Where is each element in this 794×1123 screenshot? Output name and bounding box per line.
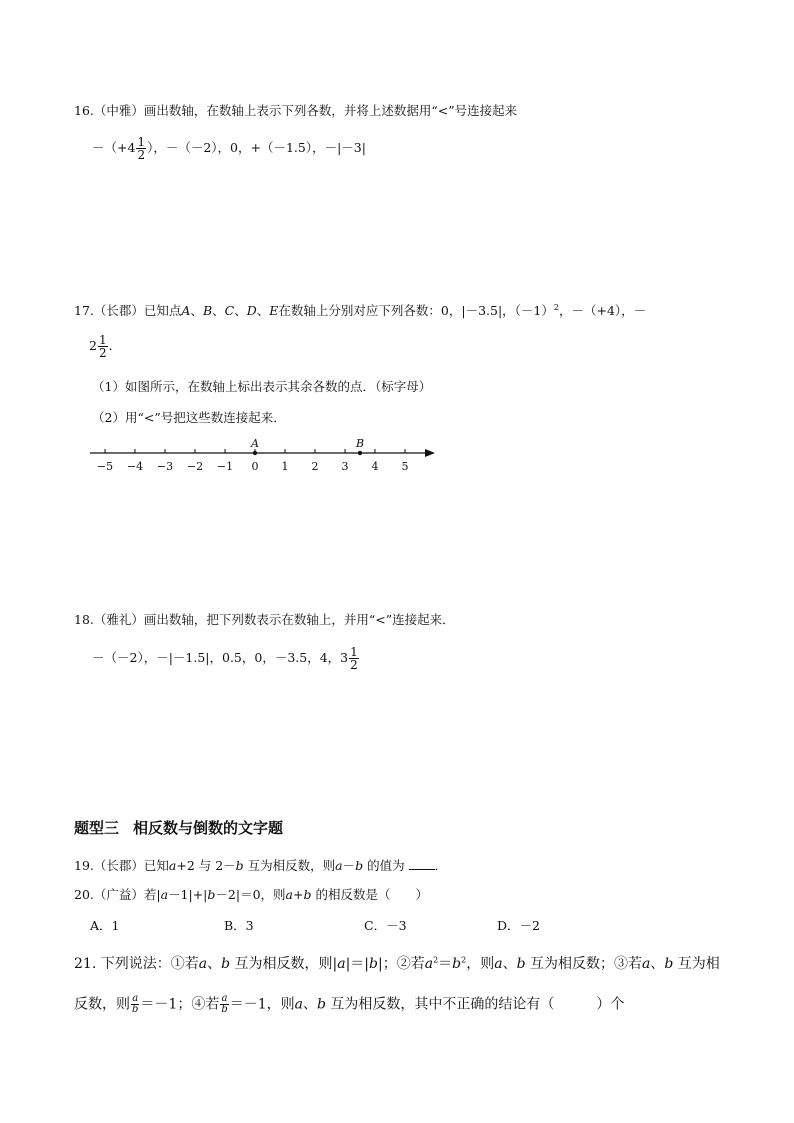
section-heading [74, 817, 283, 838]
q21-exponent: 2 [433, 955, 439, 965]
number-line [80, 430, 450, 480]
q21-text: ＝ [438, 956, 453, 972]
q17-point-e: E [269, 303, 279, 318]
q21-text: 、 [650, 956, 665, 972]
q21-text: ＝－1，则 [229, 996, 295, 1013]
q21-text: 互为相 [673, 956, 720, 972]
axis-tick-label: −4 [126, 460, 144, 473]
axis-point [253, 451, 257, 455]
q17-stem-line2 [89, 334, 121, 359]
q21-text: ＝－1；④若 [140, 996, 220, 1013]
q21-var: b [369, 956, 378, 972]
q20-var-b: b [207, 887, 216, 902]
q21-text: |；②若 [377, 956, 425, 972]
axis-tick-label: 2 [311, 460, 319, 473]
q17-point-a: A [181, 303, 191, 318]
q16-expr-part: ），－（－2），0，+（－1.5），－|－3| [147, 140, 366, 155]
axis-tick-label: 0 [251, 460, 259, 473]
q19-text: ． [434, 858, 448, 873]
q21-text: 互为相反数，则| [230, 956, 338, 972]
axis-arrow [425, 449, 435, 457]
fraction-numerator: 1 [350, 645, 358, 659]
axis-tick-label: 3 [341, 460, 349, 473]
q19-text: － [342, 858, 356, 873]
fraction-numerator: 1 [98, 333, 107, 347]
q17-point-b: B [202, 303, 213, 318]
q19-text: 的值为 [363, 858, 405, 873]
q21-var: b [317, 996, 326, 1013]
q18-expression [92, 646, 360, 671]
fraction-numerator: 1 [137, 135, 146, 149]
q19-stem [74, 857, 447, 875]
q19-var-b: b [355, 858, 364, 873]
q18-fraction [349, 646, 359, 671]
q20-text: 的相反数是（ ） [311, 887, 428, 902]
axis-tick-label: 5 [401, 460, 409, 473]
q21-text: 21. 下列说法：①若 [74, 956, 199, 972]
q17-fraction [98, 334, 108, 359]
section-label: 题型三 [74, 819, 120, 837]
q21-var: a [424, 956, 434, 972]
axis-tick-label: −2 [186, 460, 204, 473]
q21-var: a [337, 956, 346, 972]
fraction-denominator: 2 [137, 148, 146, 162]
q17-text: ，－（+4），－ [558, 303, 647, 318]
q21-text: 互为相反数，其中不正确的结论有（ ）个 [325, 996, 625, 1013]
fraction-numerator: a [221, 993, 228, 1004]
q21-var: b [452, 956, 462, 972]
q21-var: b [664, 956, 674, 972]
q16-fraction [136, 136, 146, 161]
q17-point-c: C [224, 303, 235, 318]
axis-point [358, 451, 362, 455]
axis-tick-label: −3 [156, 460, 174, 473]
q20-var-a: a [160, 887, 169, 902]
q21-text: |＝| [345, 956, 370, 972]
q20-option-d[interactable]: D．－2 [497, 918, 540, 933]
q20-text: －1|+| [168, 887, 208, 902]
q20-option-a[interactable]: A．1 [90, 918, 120, 933]
fraction-denominator: 2 [350, 658, 358, 672]
q21-var: a [642, 956, 651, 972]
q21-var: b [516, 956, 526, 972]
q20-stem [74, 886, 428, 904]
q20-option-b[interactable]: B．3 [224, 918, 254, 933]
q16-expression [92, 136, 366, 161]
q20-var-b: b [303, 887, 312, 902]
q21-var: a [294, 996, 304, 1013]
q17-stem: 17.（长郡）已知点A、B、C、D、E在数轴上分别对应下列各数：0，|－3.5|，$(-1)^2$，－（+4），－ [74, 302, 647, 318]
q20-var-a: a [285, 887, 293, 902]
q21-exponent: 2 [461, 955, 467, 965]
q16-stem: 16.（中雅）画出数轴，在数轴上表示下列各数，并将上述数据用“<”号连接起来 [74, 103, 518, 118]
axis-point-label: A [251, 437, 259, 450]
q19-var-a: a [168, 858, 177, 873]
fraction-denominator: b [132, 1004, 139, 1015]
q19-text: 互为相反数，则 [243, 858, 336, 873]
q21-text: 、 [207, 956, 222, 972]
q19-text: 19.（长郡）已知 [74, 858, 169, 873]
q21-text: ，则 [466, 956, 495, 972]
q17-sub2: （2）用“<”号把这些数连接起来． [92, 410, 286, 425]
q21-var: a [198, 956, 208, 972]
q21-text: 反数，则 [74, 996, 130, 1013]
fraction-numerator: a [132, 993, 139, 1004]
q21-var: b [221, 956, 231, 972]
section-title: 相反数与倒数的文字题 [133, 819, 284, 837]
q21-var: a [494, 956, 503, 972]
axis-tick-label: −1 [216, 460, 234, 473]
q17-point-d: D [246, 303, 257, 318]
q20-option-c[interactable]: C．－3 [364, 918, 407, 933]
q17-whole: 2 [89, 338, 97, 353]
q19-text: +2 与 2－ [176, 858, 236, 873]
q21-text: 、 [303, 996, 318, 1013]
q17-sub1: （1）如图所示，在数轴上标出表示其余各数的点．（标字母） [92, 379, 432, 394]
q20-text: + [293, 887, 304, 902]
fraction-denominator: b [221, 1004, 228, 1015]
q19-var-b: b [235, 858, 244, 873]
q18-stem: 18.（雅礼）画出数轴，把下列数表示在数轴上，并用“<”连接起来． [74, 612, 455, 627]
q21-fraction-a-over-b [131, 994, 139, 1015]
fraction-denominator: 2 [98, 346, 107, 360]
q16-expr-part: －（+4 [92, 140, 136, 155]
axis-tick-label: 1 [281, 460, 289, 473]
q17-text: 17.（长郡）已知点 [74, 303, 182, 318]
q18-expr-part: －（－2），－|－1.5|，0.5，0，－3.5，4，3 [92, 650, 349, 665]
q17-text: 在数轴上分别对应下列各数：0，|－3.5|，（－1） [278, 303, 554, 318]
axis-point-label: B [355, 437, 365, 450]
q21-text: 、 [502, 956, 517, 972]
q19-var-a: a [335, 858, 343, 873]
q20-text: 20.（广益）若| [74, 887, 161, 902]
q17-text: ． [108, 338, 122, 353]
axis-tick-label: −5 [96, 460, 114, 473]
q20-text: －2|＝0，则 [215, 887, 286, 902]
q21-stem-line2 [74, 994, 624, 1015]
axis-tick-label: 4 [371, 460, 379, 473]
q17-exponent: 2 [553, 302, 559, 312]
q21-fraction-a-over-b [220, 994, 228, 1015]
answer-blank[interactable] [409, 857, 435, 870]
q21-text: 互为相反数；③若 [525, 956, 642, 972]
q21-stem-line1 [74, 955, 720, 973]
